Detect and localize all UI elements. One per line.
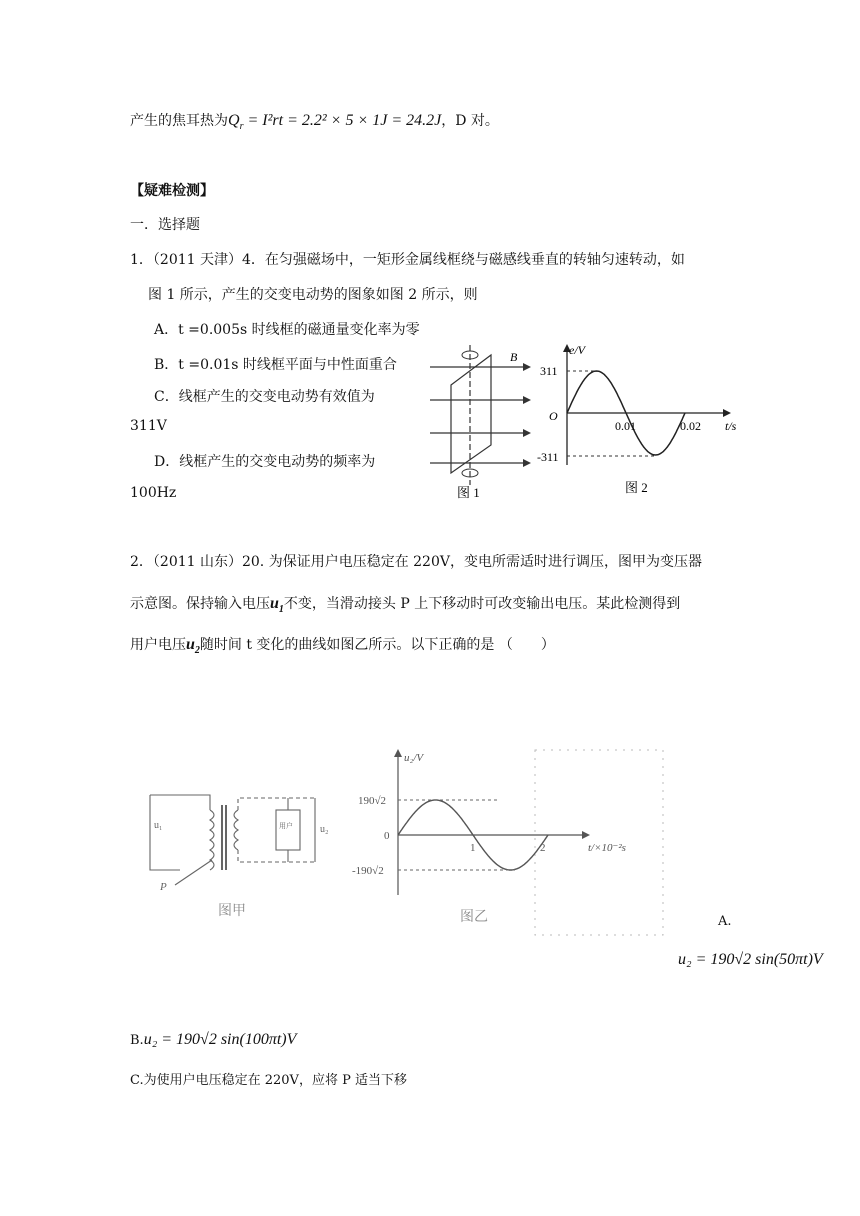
yi-caption: 图乙 <box>460 910 488 925</box>
arrow-head <box>523 363 531 371</box>
q1-option-d1: D．线框产生的交变电动势的频率为 <box>154 454 376 470</box>
q1-option-c2: 311V <box>130 418 167 434</box>
fig2-x-axis-label: t/s <box>725 419 737 433</box>
arrow-head <box>523 459 531 467</box>
output-wire-top <box>238 798 315 810</box>
q1-line1: 1．（2011 天津）4．在匀强磁场中，一矩形金属线框绕与磁感线垂直的转轴匀速转动，如 <box>130 252 685 268</box>
arrow-head <box>523 396 531 404</box>
user-load <box>276 810 300 850</box>
y-axis-arrow <box>394 749 402 757</box>
q2-line3-text-b: 随时间 t 变化的曲线如图乙所示。以下正确的是 （ ） <box>199 637 555 653</box>
fig2-x-tick2-label: 0.02 <box>680 419 701 433</box>
var-u: u <box>186 636 195 653</box>
section-heading: 【疑难检测】 <box>130 183 214 199</box>
q2-var-u2 <box>186 636 200 657</box>
section-subheading: 一．选择题 <box>130 217 200 233</box>
arrow-head <box>523 429 531 437</box>
fig1-field-label: B <box>510 350 518 364</box>
input-wire-top <box>150 795 210 810</box>
slider-contact <box>175 860 212 885</box>
q2-line2-text-b: 不变，当滑动接头 P 上下移动时可改变输出电压。某此检测得到 <box>283 596 681 612</box>
x-axis-arrow <box>582 831 590 839</box>
yi-y-min-label: -190√2 <box>352 865 384 877</box>
q2-line2 <box>130 593 680 615</box>
q2-option-b-label: B. <box>130 1033 144 1048</box>
yi-x-tick2-label: 2 <box>540 842 546 854</box>
q2-line3-text: 用户电压 <box>130 637 186 653</box>
var-sub: 1 <box>278 604 284 616</box>
fig2-x-tick1-label: 0.01 <box>615 419 636 433</box>
q1-option-d2: 100Hz <box>130 485 177 501</box>
intro-text-after: ，D 对。 <box>441 113 499 129</box>
q1-option-b: B．t =0.01s 时线框平面与中性面重合 <box>154 357 397 373</box>
q1-option-c1: C．线框产生的交变电动势有效值为 <box>154 389 375 405</box>
q2-figure-jia <box>140 770 350 920</box>
output-wire-bottom <box>238 850 315 862</box>
yi-y-max-label: 190√2 <box>358 795 387 807</box>
q1-figure-2 <box>535 340 750 505</box>
intro-text-before: 产生的焦耳热为 <box>130 113 228 129</box>
jia-input-label: u₁ <box>154 820 163 831</box>
q2-line1: 2．（2011 山东）20. 为保证用户电压稳定在 220V，变电所需适时进行调压，图甲为变压器 <box>130 554 702 570</box>
fig2-y-axis-label: e/V <box>569 343 585 357</box>
formula-lhs: Q <box>228 112 240 129</box>
jia-caption: 图甲 <box>218 904 246 919</box>
q1-figure-1 <box>425 345 535 505</box>
jia-load-label: 用户 <box>279 822 293 830</box>
yi-x-axis-label: t/×10⁻²s <box>588 842 626 854</box>
intro-line <box>130 110 499 132</box>
q2-option-a-label: A. <box>718 914 732 929</box>
input-wire-bottom <box>150 850 180 870</box>
formula-lhs-sub: r <box>239 121 244 133</box>
yi-x-tick1-label: 1 <box>470 842 476 854</box>
fig2-y-max-label: 311 <box>540 364 558 378</box>
q1-line2: 图 1 所示，产生的交变电动势的图象如图 2 所示，则 <box>148 287 478 303</box>
coil-frame <box>451 355 491 473</box>
q2-option-a-formula: u₂ = 190√2 sin(50πt)V <box>678 951 823 968</box>
q2-option-b <box>130 1031 296 1049</box>
q2-var-u1 <box>270 595 284 616</box>
yi-y-axis-label: u₂/V <box>404 752 424 764</box>
jia-output-label: u₂ <box>320 824 329 835</box>
yi-origin-label: 0 <box>384 830 390 842</box>
q1-option-a: A．t =0.005s 时线框的磁通量变化率为零 <box>154 322 420 338</box>
formula-rhs: = I²rt = 2.2² × 5 × 1J = 24.2J <box>247 112 442 129</box>
fig2-caption: 图 2 <box>625 480 648 495</box>
q2-line2-text: 示意图。保持输入电压 <box>130 596 270 612</box>
q2-option-b-formula: u₂ = 190√2 sin(100πt)V <box>143 1031 297 1048</box>
x-axis-arrow <box>723 409 731 417</box>
var-u: u <box>270 595 279 612</box>
intro-formula <box>228 112 442 133</box>
fig2-origin-label: O <box>549 409 558 423</box>
q2-option-c: C.为使用户电压稳定在 220V，应将 P 适当下移 <box>130 1073 407 1088</box>
fig1-caption: 图 1 <box>457 485 480 500</box>
q2-line3 <box>130 634 555 656</box>
jia-slider-label: P <box>160 881 167 893</box>
secondary-coil <box>234 810 238 850</box>
var-sub: 2 <box>194 645 200 657</box>
fig2-y-min-label: -311 <box>537 450 559 464</box>
q2-figure-yi <box>350 745 665 940</box>
